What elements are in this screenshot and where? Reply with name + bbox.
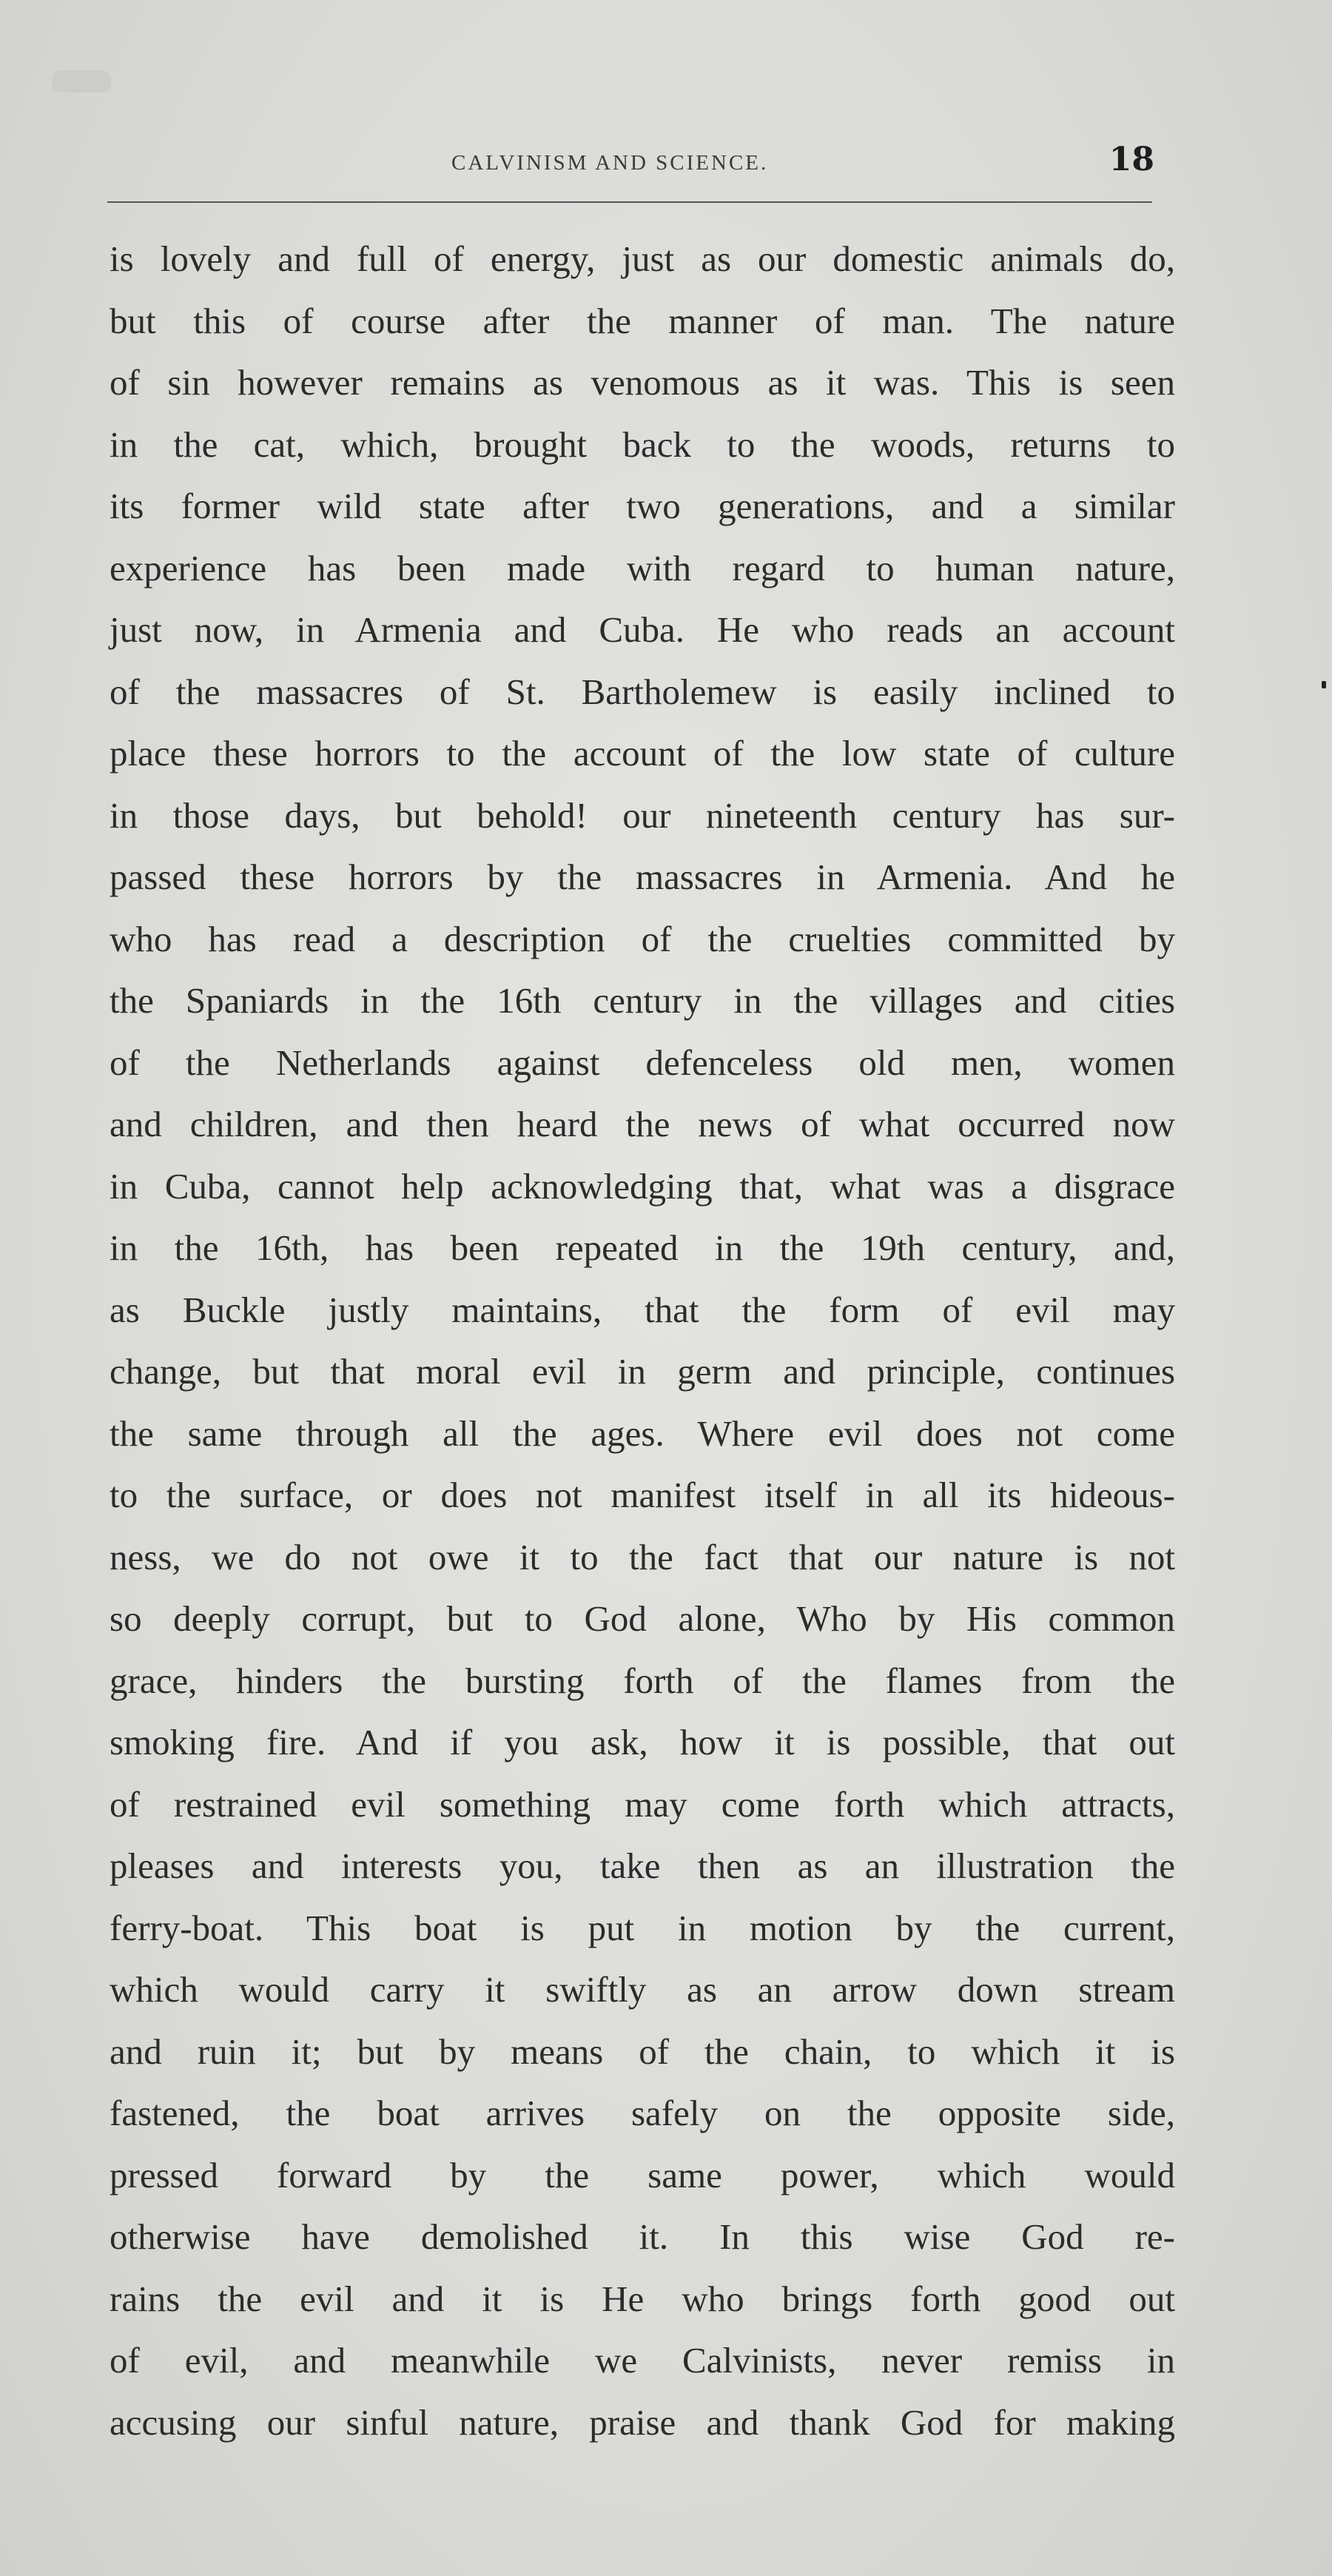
text-line: pressed forward by the same power, which would bbox=[110, 2154, 1175, 2196]
text-line: is lovely and full of energy, just as our domestic animals do, bbox=[110, 238, 1175, 279]
text-line: passed these horrors by the massacres in Armenia. And he bbox=[110, 856, 1175, 897]
text-line: grace, hinders the bursting forth of the flames from the bbox=[110, 1660, 1175, 1701]
text-line: the Spaniards in the 16th century in the villages and cities bbox=[110, 980, 1175, 1021]
text-line: in Cuba, cannot help acknowledging that, what was a disgrace bbox=[110, 1165, 1175, 1207]
text-line: change, but that moral evil in germ and principle, continues bbox=[110, 1351, 1175, 1392]
text-line: to the surface, or does not manifest itself in all its hideous- bbox=[110, 1475, 1175, 1515]
text-line: in the cat, which, brought back to the woods, returns to bbox=[110, 423, 1175, 465]
text-line: of evil, and meanwhile we Calvinists, never remiss in bbox=[110, 2340, 1175, 2381]
text-line: and children, and then heard the news of what occurred now bbox=[110, 1104, 1175, 1144]
text-line: so deeply corrupt, but to God alone, Who by His common bbox=[110, 1598, 1175, 1639]
margin-mark bbox=[1322, 681, 1326, 688]
text-line: the same through all the ages. Where evil does not come bbox=[110, 1412, 1175, 1454]
header-rule bbox=[107, 201, 1152, 203]
text-line: in the 16th, has been repeated in the 19th century, and, bbox=[110, 1227, 1175, 1268]
text-line: ferry-boat. This boat is put in motion by the current, bbox=[110, 1907, 1175, 1948]
body-text bbox=[110, 228, 1175, 2453]
running-head: CALVINISM AND SCIENCE. bbox=[451, 151, 769, 175]
text-line: which would carry it swiftly as an arrow down stream bbox=[110, 1969, 1175, 2010]
text-line: experience has been made with regard to human nature, bbox=[110, 547, 1175, 588]
text-line: pleases and interests you, take then as an illustration the bbox=[110, 1845, 1175, 1886]
text-line: of restrained evil something may come forth which attracts, bbox=[110, 1783, 1175, 1825]
text-line: and ruin it; but by means of the chain, to which it is bbox=[110, 2030, 1175, 2072]
text-line: accusing our sinful nature, praise and thank God for making bbox=[110, 2401, 1175, 2443]
page-header bbox=[104, 141, 1154, 200]
text-line: ness, we do not owe it to the fact that our nature is not bbox=[110, 1536, 1175, 1577]
text-line: its former wild state after two generations, and a similar bbox=[110, 486, 1175, 526]
text-line: in those days, but behold! our nineteenth century has sur- bbox=[110, 794, 1175, 836]
text-line: of sin however remains as venomous as it was. This is seen bbox=[110, 362, 1175, 403]
text-line: place these horrors to the account of the low state of culture bbox=[110, 733, 1175, 774]
text-line: otherwise have demolished it. In this wise God re- bbox=[110, 2216, 1175, 2257]
page-number: 18 bbox=[1109, 141, 1154, 178]
text-line: just now, in Armenia and Cuba. He who reads an account bbox=[110, 609, 1175, 650]
text-line: smoking fire. And if you ask, how it is possible, that out bbox=[110, 1722, 1175, 1762]
text-line: rains the evil and it is He who brings forth good out bbox=[110, 2278, 1175, 2319]
text-line: but this of course after the manner of man. The nature bbox=[110, 300, 1175, 341]
text-line: of the Netherlands against defenceless old men, women bbox=[110, 1042, 1175, 1083]
text-line: as Buckle justly maintains, that the form of evil may bbox=[110, 1289, 1175, 1330]
text-line: who has read a description of the cruelties committed by bbox=[110, 918, 1175, 959]
text-line: fastened, the boat arrives safely on the opposite side, bbox=[110, 2093, 1175, 2133]
text-line: of the massacres of St. Bartholemew is easily inclined to bbox=[110, 671, 1175, 712]
paper-smudge bbox=[52, 70, 111, 93]
